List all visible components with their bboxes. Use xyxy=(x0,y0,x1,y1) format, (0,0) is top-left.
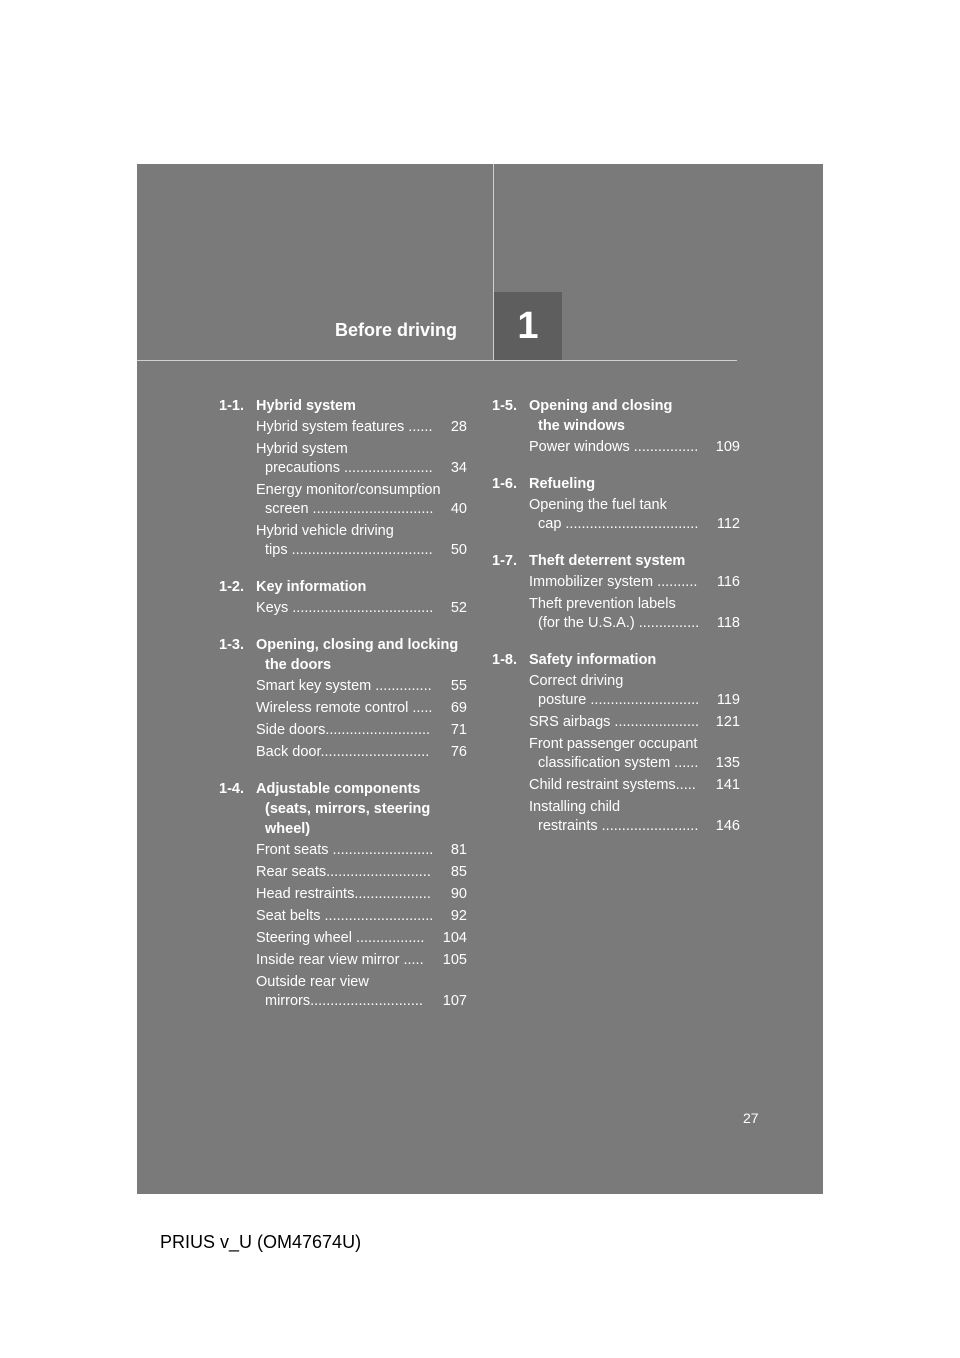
section-number: 1-2. xyxy=(219,579,244,595)
toc-entry-text: Steering wheel ................. xyxy=(256,930,425,946)
section-number: 1-4. xyxy=(219,781,244,797)
toc-entry-link[interactable] xyxy=(256,481,467,519)
toc-entry-link[interactable] xyxy=(256,677,467,696)
toc-entry-link[interactable] xyxy=(529,672,740,710)
section-title-line: Opening, closing and locking xyxy=(256,637,459,653)
toc-page-number: 52 xyxy=(446,599,467,618)
toc-page-number: 50 xyxy=(446,541,467,560)
toc-page-number: 118 xyxy=(712,614,740,633)
toc-entry-text: Hybrid system xyxy=(256,441,348,457)
toc-entry-link[interactable] xyxy=(256,418,467,437)
toc-entry-link[interactable] xyxy=(529,735,740,773)
toc-page-number: 146 xyxy=(711,817,740,836)
toc-column-left xyxy=(219,396,467,1028)
toc-page-number: 92 xyxy=(446,907,467,926)
toc-page-number: 71 xyxy=(446,721,467,740)
section-title xyxy=(256,577,467,597)
section-number: 1-6. xyxy=(492,476,517,492)
toc-entry-link[interactable] xyxy=(256,973,467,1011)
toc-page-number: 109 xyxy=(711,438,740,457)
section-title xyxy=(256,635,467,675)
section-heading xyxy=(219,396,467,416)
section-entries xyxy=(219,841,467,1011)
toc-entry-text: cap ................................. xyxy=(538,516,699,532)
section-title-line: the windows xyxy=(538,418,625,434)
toc-entry-link[interactable] xyxy=(256,907,467,926)
toc-page-number: 28 xyxy=(446,418,467,437)
section-heading xyxy=(219,635,467,675)
section-title-line: Theft deterrent system xyxy=(529,553,686,569)
toc-entry-text: tips ................................... xyxy=(265,542,433,558)
section-number: 1-8. xyxy=(492,652,517,668)
toc-entry-link[interactable] xyxy=(529,496,740,534)
section-number: 1-7. xyxy=(492,553,517,569)
toc-entry-text: Back door........................... xyxy=(256,744,430,760)
toc-page-number: 121 xyxy=(711,713,740,732)
toc-page-number: 141 xyxy=(711,776,740,795)
toc-section xyxy=(492,551,740,633)
toc-entry-text: Rear seats.......................... xyxy=(256,864,431,880)
toc-entry-text: Theft prevention labels xyxy=(529,596,676,612)
toc-entry-text: Head restraints................... xyxy=(256,886,431,902)
toc-section xyxy=(492,474,740,534)
toc-entry-text: SRS airbags ..................... xyxy=(529,714,700,730)
toc-page-number: 34 xyxy=(446,459,467,478)
section-heading xyxy=(492,551,740,571)
section-title xyxy=(529,650,740,670)
toc-page-number: 90 xyxy=(446,885,467,904)
toc-page-number: 81 xyxy=(446,841,467,860)
toc-entry-link[interactable] xyxy=(529,713,740,732)
section-number: 1-5. xyxy=(492,398,517,414)
toc-section xyxy=(219,779,467,1011)
section-title-line: Adjustable components xyxy=(256,781,421,797)
toc-section xyxy=(219,396,467,560)
toc-entry-text: mirrors............................ xyxy=(265,993,423,1009)
section-title-line: the doors xyxy=(265,657,332,673)
toc-entry-text: Opening the fuel tank xyxy=(529,497,667,513)
toc-entry-text: posture ........................... xyxy=(538,692,700,708)
toc-entry-text: Front seats ......................... xyxy=(256,842,434,858)
toc-entry-text: classification system ...... xyxy=(538,755,699,771)
toc-entry-text: Energy monitor/consumption xyxy=(256,482,441,498)
toc-page-number: 116 xyxy=(712,573,740,592)
toc-entry-link[interactable] xyxy=(529,438,740,457)
toc-entry-link[interactable] xyxy=(256,841,467,860)
section-title xyxy=(529,396,740,436)
section-title-line: Opening and closing xyxy=(529,398,673,414)
page-number: 27 xyxy=(743,1110,759,1126)
toc-entry-link[interactable] xyxy=(529,798,740,836)
toc-entry-text: Front passenger occupant xyxy=(529,736,698,752)
toc-page-number: 119 xyxy=(712,691,740,710)
toc-entry-text: Inside rear view mirror ..... xyxy=(256,952,424,968)
toc-page-number: 107 xyxy=(438,992,467,1011)
toc-page-number: 76 xyxy=(446,743,467,762)
section-entries xyxy=(492,496,740,534)
section-heading xyxy=(492,396,740,436)
toc-entry-text: Immobilizer system .......... xyxy=(529,574,698,590)
section-title-line: Refueling xyxy=(529,476,596,492)
section-title-line: Hybrid system xyxy=(256,398,356,414)
toc-entry-text: Child restraint systems..... xyxy=(529,777,696,793)
section-entries xyxy=(219,599,467,618)
section-title xyxy=(256,779,467,839)
toc-entry-text: restraints ........................ xyxy=(538,818,699,834)
toc-page-number: 112 xyxy=(712,515,740,534)
toc-entry-link[interactable] xyxy=(529,573,740,592)
toc-entry-link[interactable] xyxy=(256,440,467,478)
section-title-line: Safety information xyxy=(529,652,657,668)
document-footer: PRIUS v_U (OM47674U) xyxy=(160,1232,362,1252)
section-entries xyxy=(219,418,467,560)
toc-entry-text: Side doors.......................... xyxy=(256,722,431,738)
toc-entry-link[interactable] xyxy=(256,699,467,718)
section-entries xyxy=(492,573,740,633)
toc-section xyxy=(492,396,740,457)
toc-entry-text: Outside rear view xyxy=(256,974,369,990)
toc-entry-text: Keys ................................... xyxy=(256,600,434,616)
section-number: 1-1. xyxy=(219,398,244,414)
toc-entry-text: Hybrid system features ...... xyxy=(256,419,433,435)
toc-entry-text: Hybrid vehicle driving xyxy=(256,523,394,539)
toc-section xyxy=(219,635,467,762)
section-title-line: wheel) xyxy=(265,821,311,837)
divider-horizontal xyxy=(137,360,737,361)
toc-page-number: 55 xyxy=(446,677,467,696)
toc-entry-text: Installing child xyxy=(529,799,621,815)
toc-page-number: 40 xyxy=(446,500,467,519)
chapter-title: Before driving xyxy=(334,320,457,340)
toc-entry-link[interactable] xyxy=(256,743,467,762)
toc-entry-link[interactable] xyxy=(256,522,467,560)
toc-entry-link[interactable] xyxy=(256,863,467,882)
toc-entry-text: screen .............................. xyxy=(265,501,434,517)
section-title xyxy=(529,474,740,494)
toc-entry-text: (for the U.S.A.) ............... xyxy=(538,615,700,631)
toc-entry-link[interactable] xyxy=(529,595,740,633)
toc-entry-link[interactable] xyxy=(256,885,467,904)
chapter-number-box: 1 xyxy=(494,292,562,360)
section-title-line: (seats, mirrors, steering xyxy=(265,801,431,817)
section-entries xyxy=(219,677,467,762)
toc-entry-link[interactable] xyxy=(256,599,467,618)
chapter-panel xyxy=(137,164,823,1194)
toc-page-number: 105 xyxy=(438,951,467,970)
toc-column-right xyxy=(492,396,740,853)
toc-entry-link[interactable] xyxy=(256,721,467,740)
toc-section xyxy=(219,577,467,618)
section-title xyxy=(529,551,740,571)
toc-page-number: 69 xyxy=(446,699,467,718)
section-heading xyxy=(492,474,740,494)
toc-entry-link[interactable] xyxy=(529,776,740,795)
toc-entry-text: Seat belts ........................... xyxy=(256,908,434,924)
toc-entry-link[interactable] xyxy=(256,929,467,948)
toc-entry-text: Correct driving xyxy=(529,673,624,689)
section-title-line: Key information xyxy=(256,579,367,595)
toc-section xyxy=(492,650,740,836)
toc-page-number: 135 xyxy=(711,754,740,773)
toc-entry-text: Power windows ................ xyxy=(529,439,699,455)
section-heading xyxy=(219,577,467,597)
section-number: 1-3. xyxy=(219,637,244,653)
section-entries xyxy=(492,672,740,836)
toc-page-number: 85 xyxy=(446,863,467,882)
toc-page-number: 104 xyxy=(438,929,467,948)
toc-entry-text: Wireless remote control ..... xyxy=(256,700,433,716)
section-heading xyxy=(219,779,467,839)
section-entries xyxy=(492,438,740,457)
section-heading xyxy=(492,650,740,670)
toc-entry-link[interactable] xyxy=(256,951,467,970)
toc-entry-text: Smart key system .............. xyxy=(256,678,432,694)
section-title xyxy=(256,396,467,416)
toc-entry-text: precautions ...................... xyxy=(265,460,433,476)
